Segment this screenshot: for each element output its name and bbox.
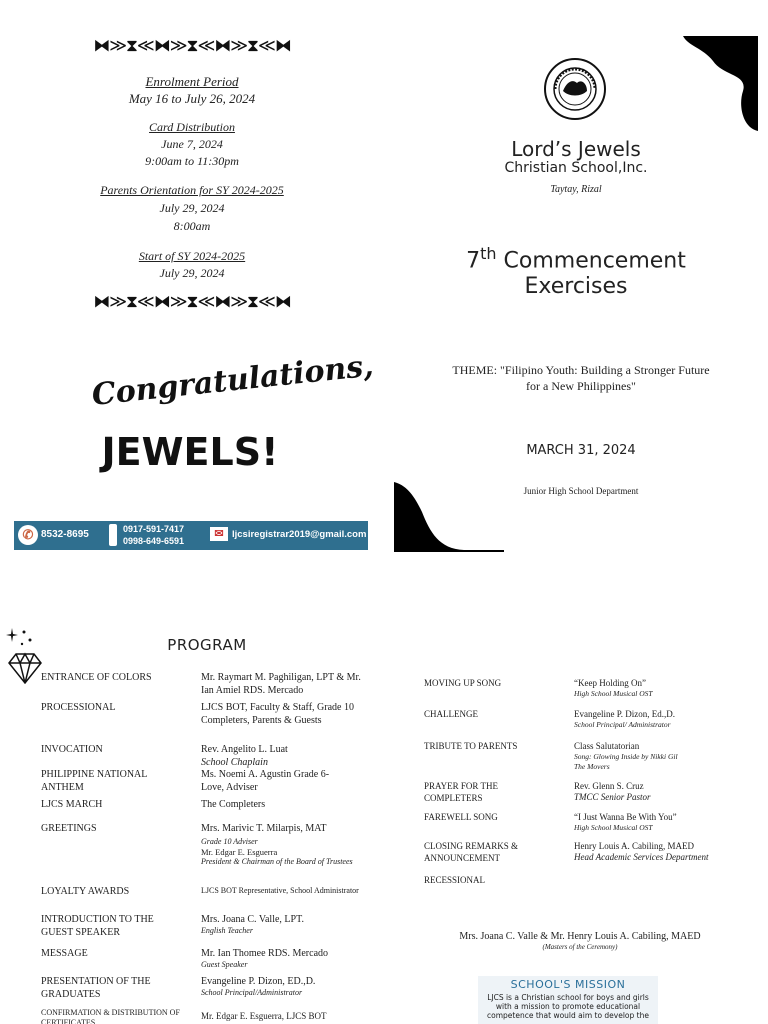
program-label: LOYALTY AWARDS: [41, 886, 130, 897]
program-sub: School Principal/Administrator: [201, 988, 303, 997]
program2-sub: Song: Glowing Inside by Nikki Gil: [574, 752, 678, 761]
program-value-block: [201, 975, 376, 998]
event-date: MARCH 31, 2024: [526, 443, 636, 458]
program2-sub: TMCC Senior Pastor: [574, 792, 651, 802]
top-divider-pattern: ⧓≫⧗≪⧓≫⧗≪⧓≫⧗≪⧓: [93, 36, 291, 56]
program2-value: Henry Louis A. Cabiling, MAED: [574, 841, 694, 851]
decorative-curve-top: [683, 36, 758, 131]
department-name: Junior High School Department: [523, 486, 639, 496]
program2-value: “Keep Holding On”: [574, 678, 646, 688]
program2-value-block: [574, 677, 749, 699]
program2-label: TRIBUTE TO PARENTS: [424, 741, 518, 751]
enrolment-date: May 16 to July 26, 2024: [128, 91, 256, 106]
program-label: CONFIRMATION & DISTRIBUTION OF CERTIFICATES: [41, 1008, 180, 1024]
event-ordinal: 7: [466, 248, 481, 274]
mobile-phone-icon: [109, 524, 117, 546]
orientation-time: 8:00am: [173, 219, 211, 233]
program2-value-block: [574, 780, 749, 802]
event-theme: THEME: "Filipino Youth: Building a Stronger Future for a New Philippines": [452, 363, 710, 393]
program-value: Rev. Angelito L. Luat: [201, 744, 288, 755]
congrats-script: Congratulations,: [90, 348, 376, 413]
event-ordinal-suffix: th: [480, 244, 497, 263]
start-sy-title: Start of SY 2024-2025: [138, 249, 246, 263]
mobile-number-2: 0998-649-6591: [123, 536, 185, 546]
program2-sub: Head Academic Services Department: [574, 852, 709, 862]
program-sub: Grade 10 Adviser: [201, 837, 258, 846]
program2-label: CLOSING REMARKS & ANNOUNCEMENT: [424, 841, 519, 863]
program-value: Evangeline P. Dizon, ED.,D.: [201, 976, 316, 987]
orientation-date: July 29, 2024: [159, 201, 225, 215]
program-label: PROCESSIONAL: [41, 702, 116, 713]
orientation-title: Parents Orientation for SY 2024-2025: [100, 183, 284, 197]
start-sy-date: July 29, 2024: [159, 266, 225, 280]
program-label: PRESENTATION OF THE GRADUATES: [41, 976, 151, 1000]
program2-label: MOVING UP SONG: [424, 678, 502, 688]
program2-label: RECESSIONAL: [424, 875, 486, 885]
program2-sub: High School Musical OST: [574, 823, 653, 832]
email-icon: ✉: [210, 527, 228, 541]
mission-text: LJCS is a Christian school for boys and girls with a mission to promote educational competence that would aim to develop the: [487, 993, 649, 1020]
program-sub: School Chaplain: [201, 757, 268, 768]
card-distribution-time: 9:00am to 11:30pm: [145, 154, 239, 168]
program-label: MESSAGE: [41, 948, 88, 959]
program-sub: English Teacher: [201, 926, 253, 935]
event-title-line1: Commencement: [503, 248, 686, 274]
enrolment-title: Enrolment Period: [145, 74, 239, 89]
program-value: Ms. Noemi A. Agustin Grade 6-Love, Adviser: [201, 769, 330, 793]
program2-value-block: [574, 811, 749, 833]
program2-value: Evangeline P. Dizon, Ed.,D.: [574, 709, 675, 719]
decorative-curve-bottom: [394, 477, 504, 552]
program2-sub: School Principal/ Administrator: [574, 720, 671, 729]
program2-value: “I Just Wanna Be With You”: [574, 812, 677, 822]
program-row-confirmation: [41, 1008, 381, 1024]
program-sub: Guest Speaker: [201, 960, 248, 969]
school-name: Lord’s Jewels: [511, 137, 641, 161]
program-value-block: [201, 913, 376, 936]
program-label: INTRODUCTION TO THE GUEST SPEAKER: [41, 914, 154, 938]
congrats-name: JEWELS!: [101, 430, 279, 474]
event-title: [394, 240, 758, 275]
program-value: Mrs. Marivic T. Milarpis, MAT: [201, 823, 327, 834]
program-value: The Completers: [201, 799, 266, 810]
program-value-2: Mr. Edgar E. Esguerra: [201, 847, 278, 857]
program-value: LJCS BOT, Faculty & Staff, Grade 10 Completers, Parents & Guests: [201, 702, 354, 726]
cover-panel: [394, 22, 758, 552]
program2-value-block: [574, 840, 749, 862]
contact-bar: [14, 521, 368, 550]
emcees-names: Mrs. Joana C. Valle & Mr. Henry Louis A. Cabiling, MAED: [459, 931, 701, 942]
program-value: Mrs. Joana C. Valle, LPT.: [201, 914, 304, 925]
program-value: Mr. Raymart M. Paghiligan, LPT & Mr. Ian Amiel RDS. Mercado: [201, 672, 361, 696]
program-label: GREETINGS: [41, 823, 97, 834]
program-title: PROGRAM: [167, 636, 247, 654]
program2-value-block: [574, 708, 749, 730]
card-distribution-title: Card Distribution: [149, 120, 235, 134]
program-value-block: [201, 822, 376, 867]
school-suffix: Christian School,Inc.: [504, 160, 648, 176]
school-seal-logo: [543, 57, 607, 121]
program-label: LJCS MARCH: [41, 799, 103, 810]
program2-label: PRAYER FOR THE COMPLETERS: [424, 781, 499, 803]
program-label: PHILIPPINE NATIONAL ANTHEM: [41, 769, 148, 793]
program-value-block: [201, 947, 376, 970]
program-value: Mr. Ian Thomee RDS. Mercado: [201, 948, 329, 959]
program2-label: CHALLENGE: [424, 709, 478, 719]
bottom-divider-pattern: ⧓≫⧗≪⧓≫⧗≪⧓≫⧗≪⧓: [93, 292, 291, 312]
program2-label: FAREWELL SONG: [424, 812, 498, 822]
program2-value-block: [574, 740, 749, 772]
event-title-line2: Exercises: [524, 274, 628, 299]
mission-title: SCHOOL'S MISSION: [510, 978, 626, 991]
program-sub-2: President & Chairman of the Board of Trustees: [201, 857, 353, 866]
program2-sub-2: The Movers: [574, 762, 610, 771]
program-value: LJCS BOT Representative, School Administrator: [201, 886, 359, 895]
card-distribution-date: June 7, 2024: [161, 137, 223, 151]
phone-icon: ✆: [18, 525, 38, 545]
school-location: Taytay, Rizal: [550, 184, 602, 195]
program-value-block: [201, 743, 376, 769]
mission-box: [478, 976, 658, 1024]
schedule-panel: [14, 22, 370, 322]
email-address[interactable]: ljcsiregistrar2019@gmail.com: [232, 529, 367, 540]
program2-value: Class Salutatorian: [574, 741, 640, 751]
mobile-number-1: 0917-591-7417: [123, 524, 185, 534]
diamond-icon: [8, 652, 42, 684]
landline-number: 8532-8695: [41, 529, 89, 540]
program2-value: Rev. Glenn S. Cruz: [574, 781, 644, 791]
emcees-role: (Masters of the Ceremony): [542, 943, 618, 951]
program-value: Mr. Edgar E. Esguerra, LJCS BOT: [201, 1011, 327, 1021]
program2-sub: High School Musical OST: [574, 689, 653, 698]
program-label: ENTRANCE OF COLORS: [41, 672, 152, 683]
program-label: INVOCATION: [41, 744, 103, 755]
